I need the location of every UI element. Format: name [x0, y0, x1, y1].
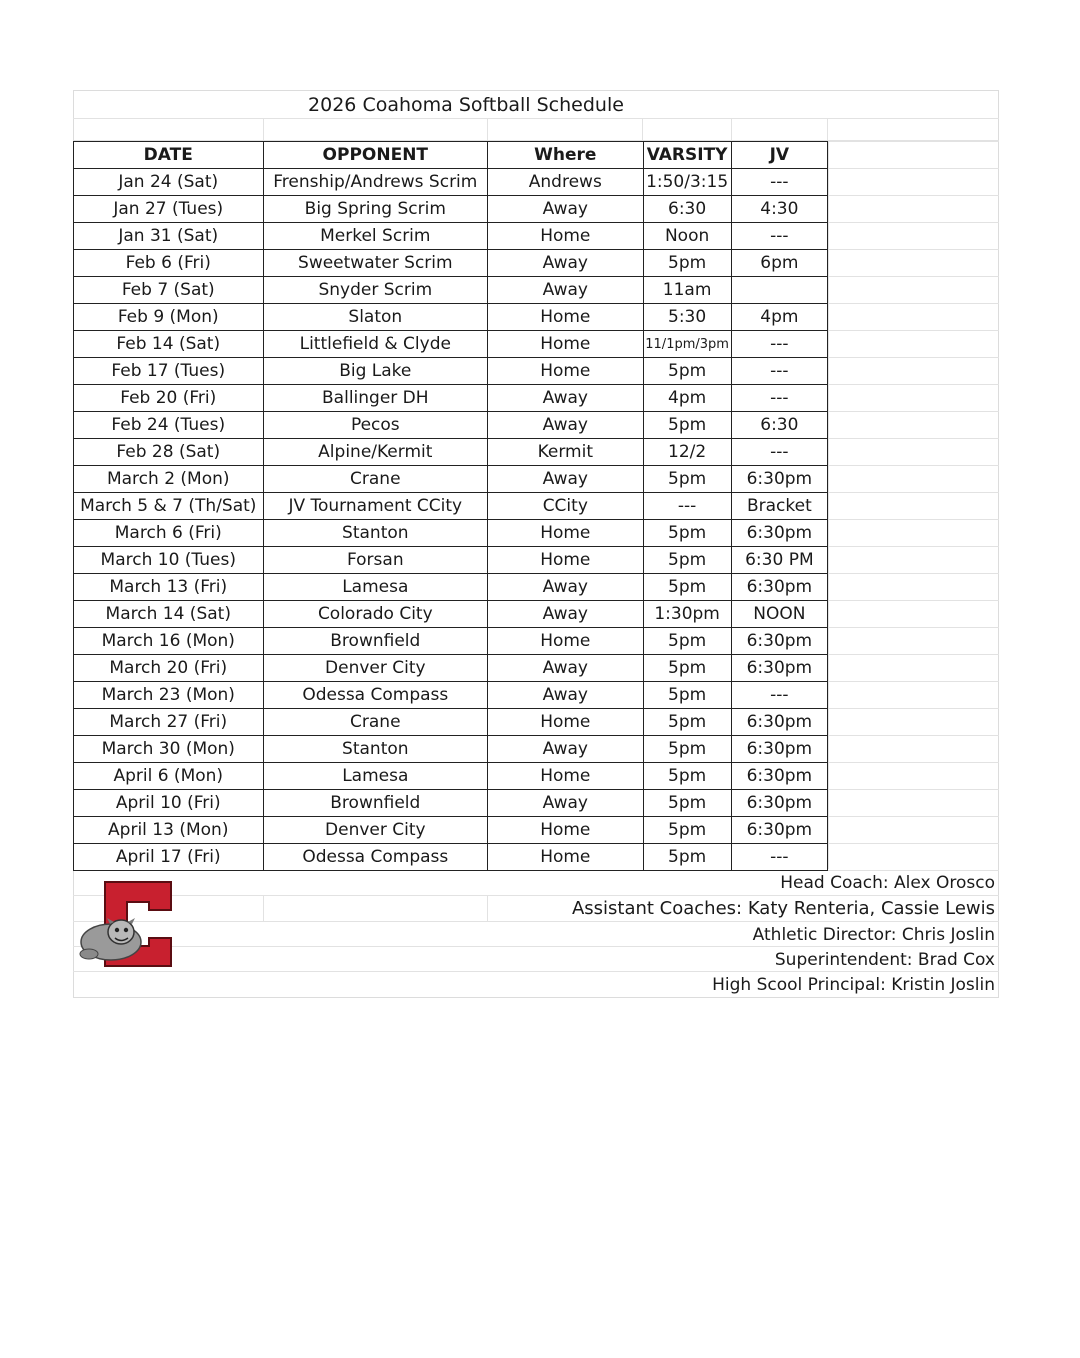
jv-cell: --- [731, 844, 827, 871]
date-cell: Feb 6 (Fri) [74, 250, 264, 277]
varsity-cell: 1:50/3:15 [643, 169, 731, 196]
jv-cell: Bracket [731, 493, 827, 520]
opponent-cell: Colorado City [263, 601, 488, 628]
jv-cell: 6:30pm [731, 709, 827, 736]
grid-line [828, 222, 999, 223]
varsity-cell: 5pm [643, 466, 731, 493]
jv-cell: --- [731, 682, 827, 709]
where-cell: Away [488, 250, 643, 277]
where-cell: Home [488, 628, 643, 655]
varsity-cell: 11/1pm/3pm [643, 331, 731, 358]
table-row [74, 790, 828, 817]
opponent-cell: Lamesa [263, 574, 488, 601]
opponent-cell: Brownfield [263, 790, 488, 817]
jv-cell: 6:30pm [731, 790, 827, 817]
grid-line [828, 816, 999, 817]
head-coach: Head Coach: Alex Orosco [780, 873, 995, 893]
grid-line [828, 438, 999, 439]
date-cell: March 23 (Mon) [74, 682, 264, 709]
where-cell: Away [488, 385, 643, 412]
opponent-cell: Denver City [263, 655, 488, 682]
grid-line [827, 118, 828, 140]
varsity-cell: 5pm [643, 844, 731, 871]
where-cell: Away [488, 736, 643, 763]
opponent-cell: Denver City [263, 817, 488, 844]
grid-line [828, 141, 999, 142]
table-row [74, 520, 828, 547]
jv-cell: --- [731, 169, 827, 196]
opponent-cell: Frenship/Andrews Scrim [263, 169, 488, 196]
table-row [74, 358, 828, 385]
opponent-cell: Crane [263, 466, 488, 493]
grid-line [828, 168, 999, 169]
varsity-cell: --- [643, 493, 731, 520]
date-cell: Feb 7 (Sat) [74, 277, 264, 304]
grid-line [828, 411, 999, 412]
where-cell: Home [488, 304, 643, 331]
where-cell: Home [488, 817, 643, 844]
header-row [74, 142, 828, 169]
date-cell: April 13 (Mon) [74, 817, 264, 844]
grid-line [263, 118, 264, 140]
grid-line [828, 249, 999, 250]
table-row [74, 385, 828, 412]
table-row [74, 331, 828, 358]
opponent-cell: Stanton [263, 520, 488, 547]
date-cell: Feb 9 (Mon) [74, 304, 264, 331]
grid-line [263, 895, 264, 921]
where-cell: Away [488, 466, 643, 493]
opponent-cell: Lamesa [263, 763, 488, 790]
where-cell: Away [488, 277, 643, 304]
opponent-cell: Big Spring Scrim [263, 196, 488, 223]
jv-cell: --- [731, 439, 827, 466]
opponent-cell: Odessa Compass [263, 844, 488, 871]
opponent-cell: Stanton [263, 736, 488, 763]
table-row [74, 223, 828, 250]
varsity-cell: 5pm [643, 682, 731, 709]
header-opponent: OPPONENT [263, 142, 488, 169]
table-row [74, 493, 828, 520]
header-date: DATE [74, 142, 264, 169]
principal: High Scool Principal: Kristin Joslin [712, 975, 995, 995]
date-cell: Feb 14 (Sat) [74, 331, 264, 358]
varsity-cell: 5pm [643, 736, 731, 763]
varsity-cell: 5pm [643, 628, 731, 655]
jv-cell: 6:30pm [731, 520, 827, 547]
varsity-cell: 5pm [643, 790, 731, 817]
grid-line [828, 465, 999, 466]
where-cell: Away [488, 601, 643, 628]
where-cell: Home [488, 331, 643, 358]
grid-line [828, 303, 999, 304]
grid-line [828, 843, 999, 844]
grid-line [828, 789, 999, 790]
varsity-cell: 4pm [643, 385, 731, 412]
jv-cell: 6:30pm [731, 763, 827, 790]
table-row [74, 655, 828, 682]
where-cell: Home [488, 763, 643, 790]
grid-line [828, 681, 999, 682]
grid-line [828, 519, 999, 520]
where-cell: CCity [488, 493, 643, 520]
table-row [74, 196, 828, 223]
where-cell: Andrews [488, 169, 643, 196]
varsity-cell: 1:30pm [643, 601, 731, 628]
table-row [74, 763, 828, 790]
opponent-cell: JV Tournament CCity [263, 493, 488, 520]
where-cell: Home [488, 844, 643, 871]
where-cell: Away [488, 574, 643, 601]
varsity-cell: 5pm [643, 709, 731, 736]
grid-line [828, 195, 999, 196]
varsity-cell: 5pm [643, 520, 731, 547]
table-row [74, 547, 828, 574]
table-row [74, 277, 828, 304]
date-cell: March 14 (Sat) [74, 601, 264, 628]
grid-line [828, 573, 999, 574]
table-row [74, 736, 828, 763]
grid-line [828, 546, 999, 547]
where-cell: Home [488, 547, 643, 574]
jv-cell: 6:30pm [731, 628, 827, 655]
jv-cell: NOON [731, 601, 827, 628]
schedule-body [74, 169, 828, 871]
opponent-cell: Pecos [263, 412, 488, 439]
opponent-cell: Big Lake [263, 358, 488, 385]
jv-cell: 4:30 [731, 196, 827, 223]
where-cell: Home [488, 358, 643, 385]
grid-line [828, 762, 999, 763]
table-row [74, 601, 828, 628]
opponent-cell: Merkel Scrim [263, 223, 488, 250]
opponent-cell: Slaton [263, 304, 488, 331]
jv-cell: --- [731, 358, 827, 385]
jv-cell: --- [731, 385, 827, 412]
opponent-cell: Sweetwater Scrim [263, 250, 488, 277]
grid-line [828, 384, 999, 385]
opponent-cell: Brownfield [263, 628, 488, 655]
date-cell: March 16 (Mon) [74, 628, 264, 655]
header-where: Where [488, 142, 643, 169]
grid-line [828, 357, 999, 358]
table-row [74, 628, 828, 655]
table-row [74, 250, 828, 277]
varsity-cell: 5pm [643, 412, 731, 439]
opponent-cell: Forsan [263, 547, 488, 574]
table-row [74, 817, 828, 844]
athletic-director: Athletic Director: Chris Joslin [752, 925, 995, 945]
grid-line [828, 708, 999, 709]
varsity-cell: 5pm [643, 547, 731, 574]
schedule-sheet [73, 90, 999, 998]
superintendent: Superintendent: Brad Cox [774, 950, 995, 970]
where-cell: Away [488, 412, 643, 439]
varsity-cell: 5pm [643, 574, 731, 601]
grid-line [642, 118, 643, 140]
schedule-title: 2026 Coahoma Softball Schedule [308, 94, 624, 116]
varsity-cell: 5pm [643, 763, 731, 790]
jv-cell: 6:30 PM [731, 547, 827, 574]
where-cell: Away [488, 682, 643, 709]
date-cell: Jan 24 (Sat) [74, 169, 264, 196]
date-cell: March 10 (Tues) [74, 547, 264, 574]
varsity-cell: 5pm [643, 250, 731, 277]
grid-line [828, 141, 829, 869]
date-cell: March 30 (Mon) [74, 736, 264, 763]
jv-cell: 6:30pm [731, 574, 827, 601]
where-cell: Home [488, 223, 643, 250]
date-cell: March 27 (Fri) [74, 709, 264, 736]
table-row [74, 844, 828, 871]
jv-cell: 6pm [731, 250, 827, 277]
varsity-cell: 12/2 [643, 439, 731, 466]
date-cell: Jan 27 (Tues) [74, 196, 264, 223]
date-cell: April 17 (Fri) [74, 844, 264, 871]
opponent-cell: Snyder Scrim [263, 277, 488, 304]
header-varsity: VARSITY [643, 142, 731, 169]
date-cell: March 2 (Mon) [74, 466, 264, 493]
opponent-cell: Crane [263, 709, 488, 736]
jv-cell: 6:30pm [731, 736, 827, 763]
varsity-cell: 5pm [643, 655, 731, 682]
date-cell: Jan 31 (Sat) [74, 223, 264, 250]
jv-cell: --- [731, 331, 827, 358]
table-row [74, 304, 828, 331]
varsity-cell: 5:30 [643, 304, 731, 331]
date-cell: Feb 17 (Tues) [74, 358, 264, 385]
grid-line [828, 654, 999, 655]
jv-cell: 6:30 [731, 412, 827, 439]
grid-line [828, 276, 999, 277]
bulldog-c-logo-icon [77, 880, 177, 970]
jv-cell: 6:30pm [731, 817, 827, 844]
grid-line [828, 627, 999, 628]
varsity-cell: Noon [643, 223, 731, 250]
table-row [74, 412, 828, 439]
where-cell: Kermit [488, 439, 643, 466]
date-cell: Feb 28 (Sat) [74, 439, 264, 466]
table-row [74, 574, 828, 601]
grid-line [828, 735, 999, 736]
jv-cell: --- [731, 223, 827, 250]
date-cell: Feb 20 (Fri) [74, 385, 264, 412]
where-cell: Away [488, 196, 643, 223]
date-cell: March 6 (Fri) [74, 520, 264, 547]
date-cell: Feb 24 (Tues) [74, 412, 264, 439]
varsity-cell: 5pm [643, 358, 731, 385]
varsity-cell: 6:30 [643, 196, 731, 223]
table-row [74, 682, 828, 709]
where-cell: Home [488, 709, 643, 736]
assistant-coaches: Assistant Coaches: Katy Renteria, Cassie Lewis [571, 898, 995, 919]
table-row [74, 466, 828, 493]
table-row [74, 169, 828, 196]
date-cell: April 10 (Fri) [74, 790, 264, 817]
grid-line [731, 118, 732, 140]
grid-line [828, 492, 999, 493]
schedule-table [73, 141, 828, 871]
where-cell: Away [488, 790, 643, 817]
where-cell: Away [488, 655, 643, 682]
table-row [74, 439, 828, 466]
date-cell: April 6 (Mon) [74, 763, 264, 790]
date-cell: March 5 & 7 (Th/Sat) [74, 493, 264, 520]
grid-line [828, 600, 999, 601]
table-row [74, 709, 828, 736]
jv-cell: 6:30pm [731, 655, 827, 682]
jv-cell: 4pm [731, 304, 827, 331]
varsity-cell: 5pm [643, 817, 731, 844]
opponent-cell: Alpine/Kermit [263, 439, 488, 466]
opponent-cell: Odessa Compass [263, 682, 488, 709]
grid-line [487, 895, 488, 921]
jv-cell: 6:30pm [731, 466, 827, 493]
grid-line [487, 118, 488, 140]
jv-cell [731, 277, 827, 304]
header-jv: JV [731, 142, 827, 169]
grid-line [828, 330, 999, 331]
opponent-cell: Littlefield & Clyde [263, 331, 488, 358]
date-cell: March 13 (Fri) [74, 574, 264, 601]
varsity-cell: 11am [643, 277, 731, 304]
where-cell: Home [488, 520, 643, 547]
date-cell: March 20 (Fri) [74, 655, 264, 682]
opponent-cell: Ballinger DH [263, 385, 488, 412]
